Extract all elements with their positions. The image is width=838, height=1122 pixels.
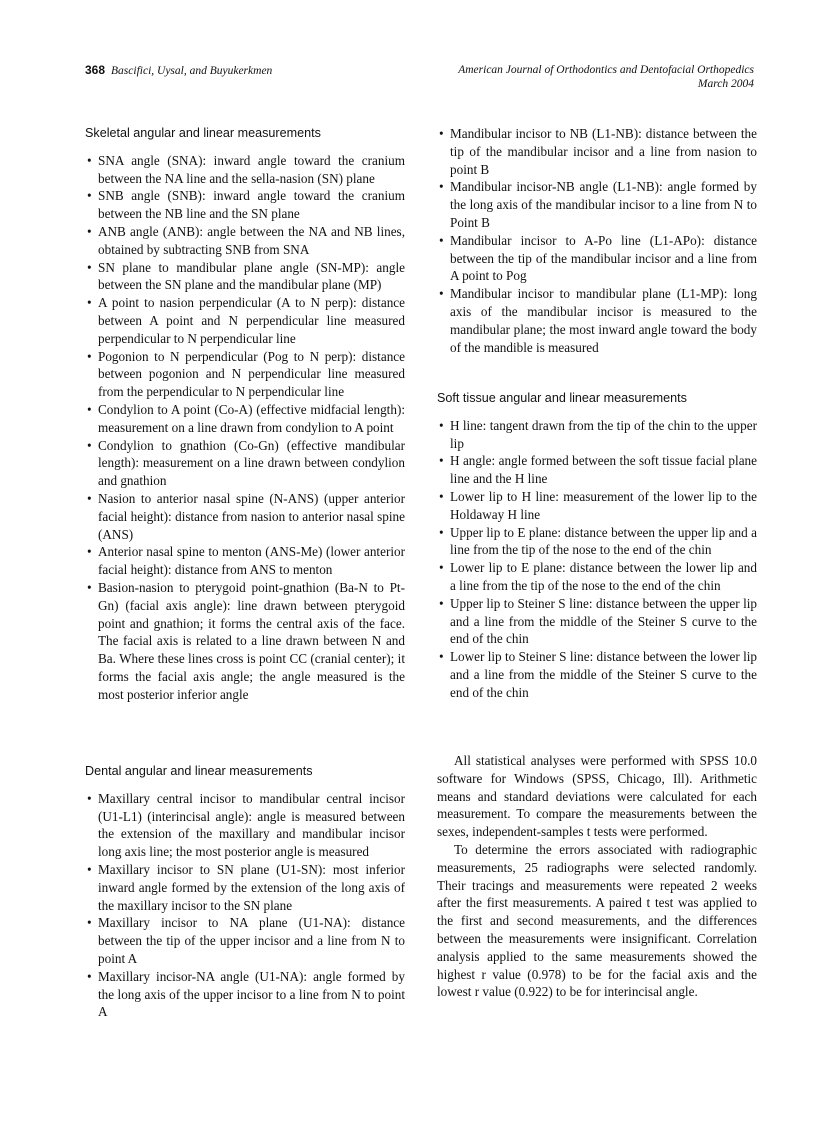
skeletal-section — [85, 125, 405, 704]
list-item: • Maxillary incisor to NA plane (U1-NA): distance between the tip of the upper incisor and a line from N to point A — [85, 914, 405, 967]
soft-tissue-section — [437, 390, 757, 702]
list-item: • H line: tangent drawn from the tip of the chin to the upper lip — [437, 417, 757, 453]
list-item: • Lower lip to Steiner S line: distance between the lower lip and a line from the middle of the Steiner S curve to the end of the chin — [437, 648, 757, 701]
soft-tissue-list — [437, 417, 757, 702]
dental-section — [85, 763, 405, 1021]
authors: Bascifici, Uysal, and Buyukerkmen — [111, 65, 273, 77]
dental-list-continued — [437, 125, 757, 356]
list-item: • SNB angle (SNB): inward angle toward the cranium between the NB line and the SN plane — [85, 187, 405, 223]
running-header-right — [458, 63, 754, 91]
list-item: • Anterior nasal spine to menton (ANS-Me) (lower anterior facial height): distance from ANS to menton — [85, 543, 405, 579]
page-number: 368 — [85, 63, 106, 77]
list-item: • Basion-nasion to pterygoid point-gnathion (Ba-N to Pt-Gn) (facial axis angle): line drawn between pterygoid point and gnathion; it forms the central axis of the face. The facial axis is related to a line drawn between N and Ba. Where these lines cross is point CC (cranial center); it forms the facial axis angle; the angle measured is the most posterior inferior angle — [85, 579, 405, 704]
list-item: • SN plane to mandibular plane angle (SN-MP): angle between the SN plane and the mandibular plane (MP) — [85, 259, 405, 295]
dental-list — [85, 790, 405, 1021]
list-item: • Mandibular incisor to NB (L1-NB): distance between the tip of the mandibular incisor and a line from nasion to point B — [437, 125, 757, 178]
list-item: • Pogonion to N perpendicular (Pog to N perp): distance between pogonion and N perpendicular line measured from the perpendicular to N perpendicular line — [85, 348, 405, 401]
running-header-left — [85, 63, 272, 77]
skeletal-list — [85, 152, 405, 704]
list-item: • Maxillary incisor-NA angle (U1-NA): angle formed by the long axis of the upper incisor to a line from N to point A — [85, 968, 405, 1021]
journal-title: American Journal of Orthodontics and Dentofacial Orthopedics — [458, 64, 754, 76]
list-item: • Upper lip to E plane: distance between the upper lip and a line from the tip of the nose to the end of the chin — [437, 524, 757, 560]
list-item: • Maxillary central incisor to mandibular central incisor (U1-L1) (interincisal angle): angle is measured between the extension of the maxillary and mandibular incisor long axis line; the most posterior angle is measured — [85, 790, 405, 861]
list-item: • Lower lip to E plane: distance between the lower lip and a line from the tip of the nose to the end of the chin — [437, 559, 757, 595]
list-item: • Mandibular incisor to A-Po line (L1-APo): distance between the tip of the mandibular incisor and a line from A point to Pog — [437, 232, 757, 285]
section-heading: Skeletal angular and linear measurements — [85, 126, 321, 140]
list-item: • Nasion to anterior nasal spine (N-ANS) (upper anterior facial height): distance from nasion to anterior nasal spine (ANS) — [85, 490, 405, 543]
list-item: • Condylion to A point (Co-A) (effective midfacial length): measurement on a line drawn from condylion to A point — [85, 401, 405, 437]
list-item: • Upper lip to Steiner S line: distance between the upper lip and a line from the middle of the Steiner S curve to the end of the chin — [437, 595, 757, 648]
list-item: • A point to nasion perpendicular (A to N perp): distance between A point and N perpendicular line measured perpendicular to N perpendicular line — [85, 294, 405, 347]
paragraph: All statistical analyses were performed with SPSS 10.0 software for Windows (SPSS, Chicago, Ill). Arithmetic means and standard deviations were calculated for each measurement. To compare the measurements between the sexes, independent-samples t tests were performed. — [437, 753, 757, 840]
list-item: • Mandibular incisor to mandibular plane (L1-MP): long axis of the mandibular incisor is measured to the mandibular plane; the most inward angle toward the body of the mandible is measured — [437, 285, 757, 356]
list-item: • ANB angle (ANB): angle between the NA and NB lines, obtained by subtracting SNB from SNA — [85, 223, 405, 259]
list-item: • H angle: angle formed between the soft tissue facial plane line and the H line — [437, 452, 757, 488]
list-item: • SNA angle (SNA): inward angle toward the cranium between the NA line and the sella-nasion (SN) plane — [85, 152, 405, 188]
list-item: • Condylion to gnathion (Co-Gn) (effective mandibular length): measurement on a line drawn between condylion and gnathion — [85, 437, 405, 490]
section-heading: Dental angular and linear measurements — [85, 764, 313, 778]
paragraph: To determine the errors associated with radiographic measurements, 25 radiographs were selected randomly. Their tracings and measurements were repeated 2 weeks after the first measurements. A paired t test was applied to the first and second measurements, and the differences between the measurements were insignificant. Correlation analysis applied to the same measurements showed the highest r value (0.978) to be for the facial axis and the lowest r value (0.922) to be for interincisal angle. — [437, 841, 757, 1000]
dental-section-continued — [437, 125, 757, 356]
list-item: • Maxillary incisor to SN plane (U1-SN): most inferior inward angle formed by the extension of the long axis of the maxillary incisor to the SN plane — [85, 861, 405, 914]
list-item: • Lower lip to H line: measurement of the lower lip to the Holdaway H line — [437, 488, 757, 524]
list-item: • Mandibular incisor-NB angle (L1-NB): angle formed by the long axis of the mandibular incisor to a line from N to Point B — [437, 178, 757, 231]
issue-date: March 2004 — [697, 78, 754, 90]
body-text — [437, 752, 757, 1001]
section-heading: Soft tissue angular and linear measurements — [437, 391, 687, 405]
